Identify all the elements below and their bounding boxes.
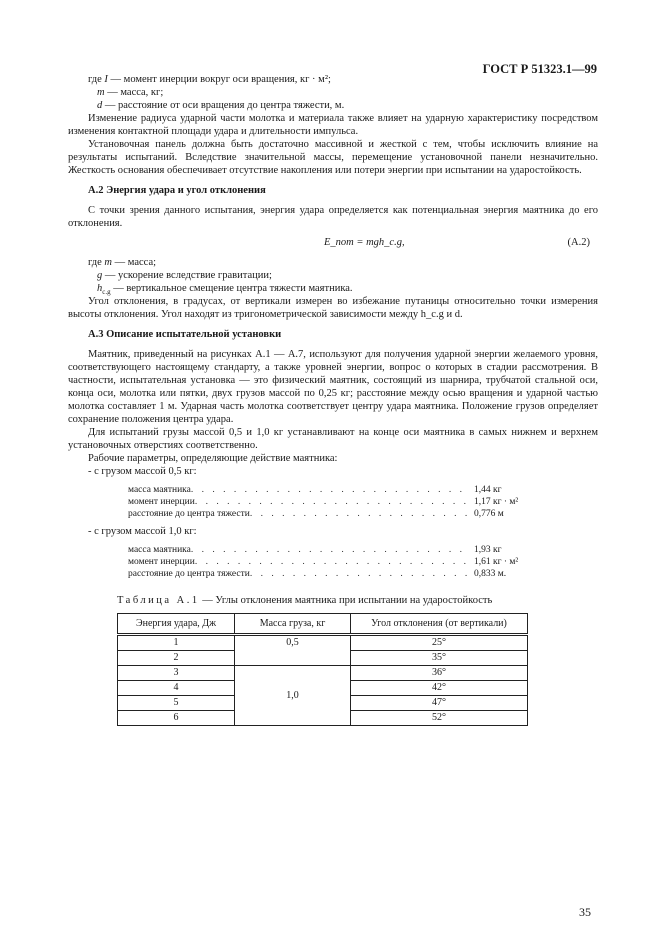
cell-energy: 4 <box>118 681 235 696</box>
formula-a2 <box>68 230 598 256</box>
param-value: 1,44 кг <box>474 485 502 495</box>
cell-energy: 6 <box>118 711 235 726</box>
symbol: m <box>97 87 105 98</box>
leader-dots <box>191 544 470 556</box>
param-label: расстояние до центра тяжести <box>128 569 250 579</box>
params-list <box>128 544 538 580</box>
leader-dots <box>195 556 470 568</box>
param-row <box>128 496 538 508</box>
cell-mass: 0,5 <box>235 635 351 666</box>
where-prefix: где <box>88 74 105 85</box>
leader-dots <box>250 508 470 520</box>
section-heading-a3: А.3 Описание испытательной установки <box>88 329 282 340</box>
cell-energy: 5 <box>118 696 235 711</box>
param-row <box>128 484 538 496</box>
header-angle: Угол отклонения (от вертикали) <box>351 614 528 635</box>
cell-energy: 2 <box>118 651 235 666</box>
paragraph: Угол отклонения, в градусах, от вертикали измерен во избежание путаницы относительно точки измерения высоты отклонения. Угол находят из тригонометрической зависимости между h_c.g и d. <box>68 296 598 320</box>
param-label: масса маятника <box>128 545 191 555</box>
leader-dots <box>250 568 470 580</box>
caption-text: — Углы отклонения маятника при испытании на ударостойкость <box>199 595 493 606</box>
formula-number: (А.2) <box>567 237 590 248</box>
definition: — ускорение вследствие гравитации; <box>102 270 272 281</box>
deflection-table <box>117 613 528 726</box>
paragraph: Рабочие параметры, определяющие действие маятника: <box>88 453 338 464</box>
definition: — расстояние от оси вращения до центра тяжести, м. <box>102 100 345 111</box>
table-row <box>118 666 528 681</box>
paragraph: Маятник, приведенный на рисунках А.1 — А.7, используют для получения ударной энергии желаемого уровня, соответствующего настоящему стандарту, а также уровней энергии, вопрос о которых в стадии рассмотрения. В частности, испытательная установка — это физический маятник, состоящий из шарнира, трубчатой стальной оси, конца оси, молотка или пятки, двух грузов массой по 0,25 кг; расстояние между осью вращения и ударной частью молотка составляет 1 м. Ударная часть молотка соответствует центру удара маятника. Положение грузов определяет сохранение положения центра удара. <box>68 349 598 425</box>
symbol: h <box>97 283 103 294</box>
params-title: - с грузом массой 1,0 кг: <box>88 526 197 537</box>
param-row <box>128 556 538 568</box>
param-label: момент инерции <box>128 497 195 507</box>
table-row <box>118 635 528 651</box>
symbol: g <box>97 270 103 281</box>
params-title: - с грузом массой 0,5 кг: <box>88 466 197 477</box>
definition: — масса, кг; <box>104 87 164 98</box>
leader-dots <box>195 496 470 508</box>
paragraph: Для испытаний грузы массой 0,5 и 1,0 кг устанавливают на конце оси маятника в самых нижнем и верхнем установочных отверстиях соответственно. <box>68 427 598 451</box>
definition: — момент инерции вокруг оси вращения, кг · м²; <box>107 74 331 85</box>
param-label: масса маятника <box>128 485 191 495</box>
param-row <box>128 508 538 520</box>
table-caption <box>117 594 598 607</box>
caption-label: Таблица А.1 <box>117 595 200 606</box>
paragraph: Установочная панель должна быть достаточно массивной и жесткой с тем, чтобы исключить влияние на результаты испытаний. Вследствие значительной массы, перемещение установочной панели незначительно. Жесткость основания обеспечивает отсутствие накопления или потери энергии при испытании на ударостойкость. <box>68 139 598 176</box>
cell-angle: 47° <box>351 696 528 711</box>
cell-angle: 42° <box>351 681 528 696</box>
section-heading-a2: А.2 Энергия удара и угол отклонения <box>88 185 266 196</box>
paragraph: Изменение радиуса ударной части молотка и материала также влияет на ударную характеристику посредством изменения контактной площади удара и длительности импульса. <box>68 113 598 137</box>
param-row <box>128 568 538 580</box>
paragraph: С точки зрения данного испытания, энергия удара определяется как потенциальная энергия маятника до его отклонения. <box>68 205 598 229</box>
where-m2 <box>68 256 598 269</box>
param-row <box>128 544 538 556</box>
param-label: момент инерции <box>128 557 195 567</box>
param-value: 0,776 м <box>474 509 504 519</box>
where-d <box>68 99 598 112</box>
cell-angle: 36° <box>351 666 528 681</box>
page-number: 35 <box>579 905 591 919</box>
header-energy: Энергия удара, Дж <box>118 614 235 635</box>
cell-energy: 1 <box>118 635 235 651</box>
formula: E_пот = mgh_c.g, <box>324 237 405 248</box>
param-value: 1,93 кг <box>474 545 502 555</box>
cell-angle: 35° <box>351 651 528 666</box>
document-header: ГОСТ Р 51323.1—99 <box>482 62 597 76</box>
where-h <box>68 282 598 295</box>
param-value: 1,17 кг · м² <box>474 497 519 507</box>
cell-angle: 52° <box>351 711 528 726</box>
cell-mass: 1,0 <box>235 666 351 726</box>
params-list <box>128 484 538 520</box>
param-label: расстояние до центра тяжести <box>128 509 250 519</box>
where-I <box>68 73 598 86</box>
where-g <box>68 269 598 282</box>
subscript: c.g <box>102 288 111 297</box>
cell-angle: 25° <box>351 635 528 651</box>
param-value: 1,61 кг · м² <box>474 557 519 567</box>
definition: — масса; <box>112 257 157 268</box>
leader-dots <box>191 484 470 496</box>
symbol: m <box>104 257 113 268</box>
cell-energy: 3 <box>118 666 235 681</box>
symbol: I <box>104 74 108 85</box>
table-header-row <box>118 614 528 635</box>
definition: — вертикальное смещение центра тяжести маятника. <box>110 283 353 294</box>
header-mass: Масса груза, кг <box>235 614 351 635</box>
param-value: 0,833 м. <box>474 569 507 579</box>
where-m <box>68 86 598 99</box>
body-text <box>68 73 598 726</box>
where-prefix: где <box>88 257 105 268</box>
symbol: d <box>97 100 103 111</box>
